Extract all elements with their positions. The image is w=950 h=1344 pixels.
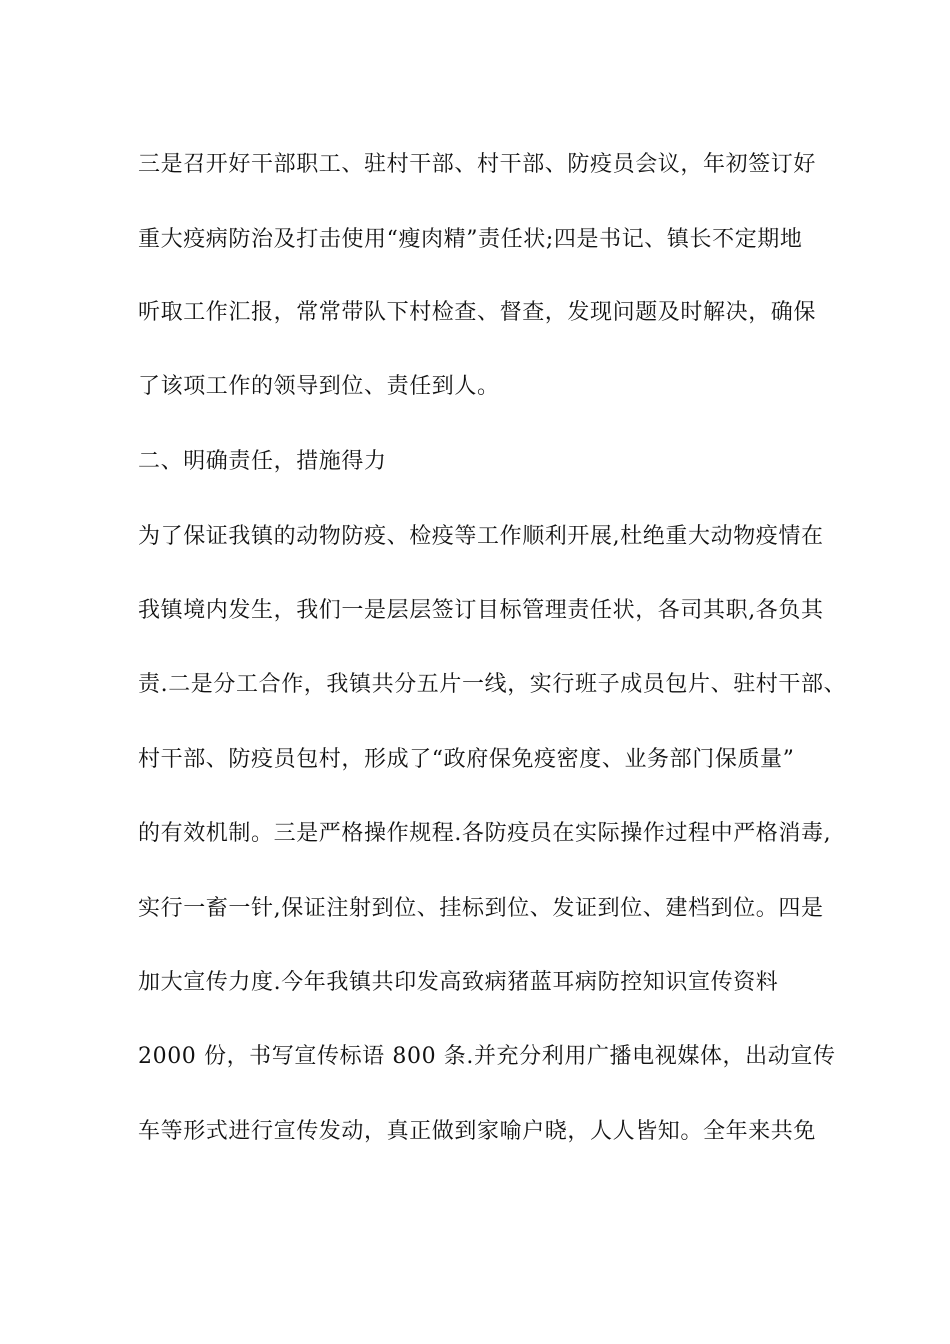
paragraph-line: 责.二是分工合作，我镇共分五片一线，实行班子成员包片、驻村干部、 bbox=[138, 672, 847, 697]
paragraph-line: 加大宣传力度.今年我镇共印发高致病猪蓝耳病防控知识宣传资料 bbox=[138, 970, 779, 995]
section-heading: 二、明确责任，措施得力 bbox=[138, 449, 387, 474]
paragraph-line: 听取工作汇报，常常带队下村检查、督查，发现问题及时解决，确保 bbox=[138, 300, 817, 325]
paragraph-line: 重大疫病防治及打击使用“瘦肉精”责任状;四是书记、镇长不定期地 bbox=[138, 227, 803, 252]
paragraph-line: 实行一畜一针,保证注射到位、挂标到位、发证到位、建档到位。四是 bbox=[138, 896, 824, 921]
paragraph-line: 的有效机制。三是严格操作规程.各防疫员在实际操作过程中严格消毒, bbox=[138, 821, 832, 846]
paragraph-line: 三是召开好干部职工、驻村干部、村干部、防疫员会议，年初签订好 bbox=[138, 152, 817, 177]
paragraph-line: 了该项工作的领导到位、责任到人。 bbox=[138, 374, 500, 399]
paragraph-line: 村干部、防疫员包村，形成了“政府保免疫密度、业务部门保质量” bbox=[138, 747, 795, 772]
paragraph-line: 车等形式进行宣传发动，真正做到家喻户晓，人人皆知。全年来共免 bbox=[138, 1119, 817, 1144]
paragraph-line: 为了保证我镇的动物防疫、检疫等工作顺利开展,杜绝重大动物疫情在 bbox=[138, 524, 824, 549]
paragraph-line: 2000 份，书写宣传标语 800 条.并充分利用广播电视媒体，出动宣传 bbox=[138, 1044, 836, 1069]
paragraph-line: 我镇境内发生，我们一是层层签订目标管理责任状，各司其职,各负其 bbox=[138, 598, 824, 623]
